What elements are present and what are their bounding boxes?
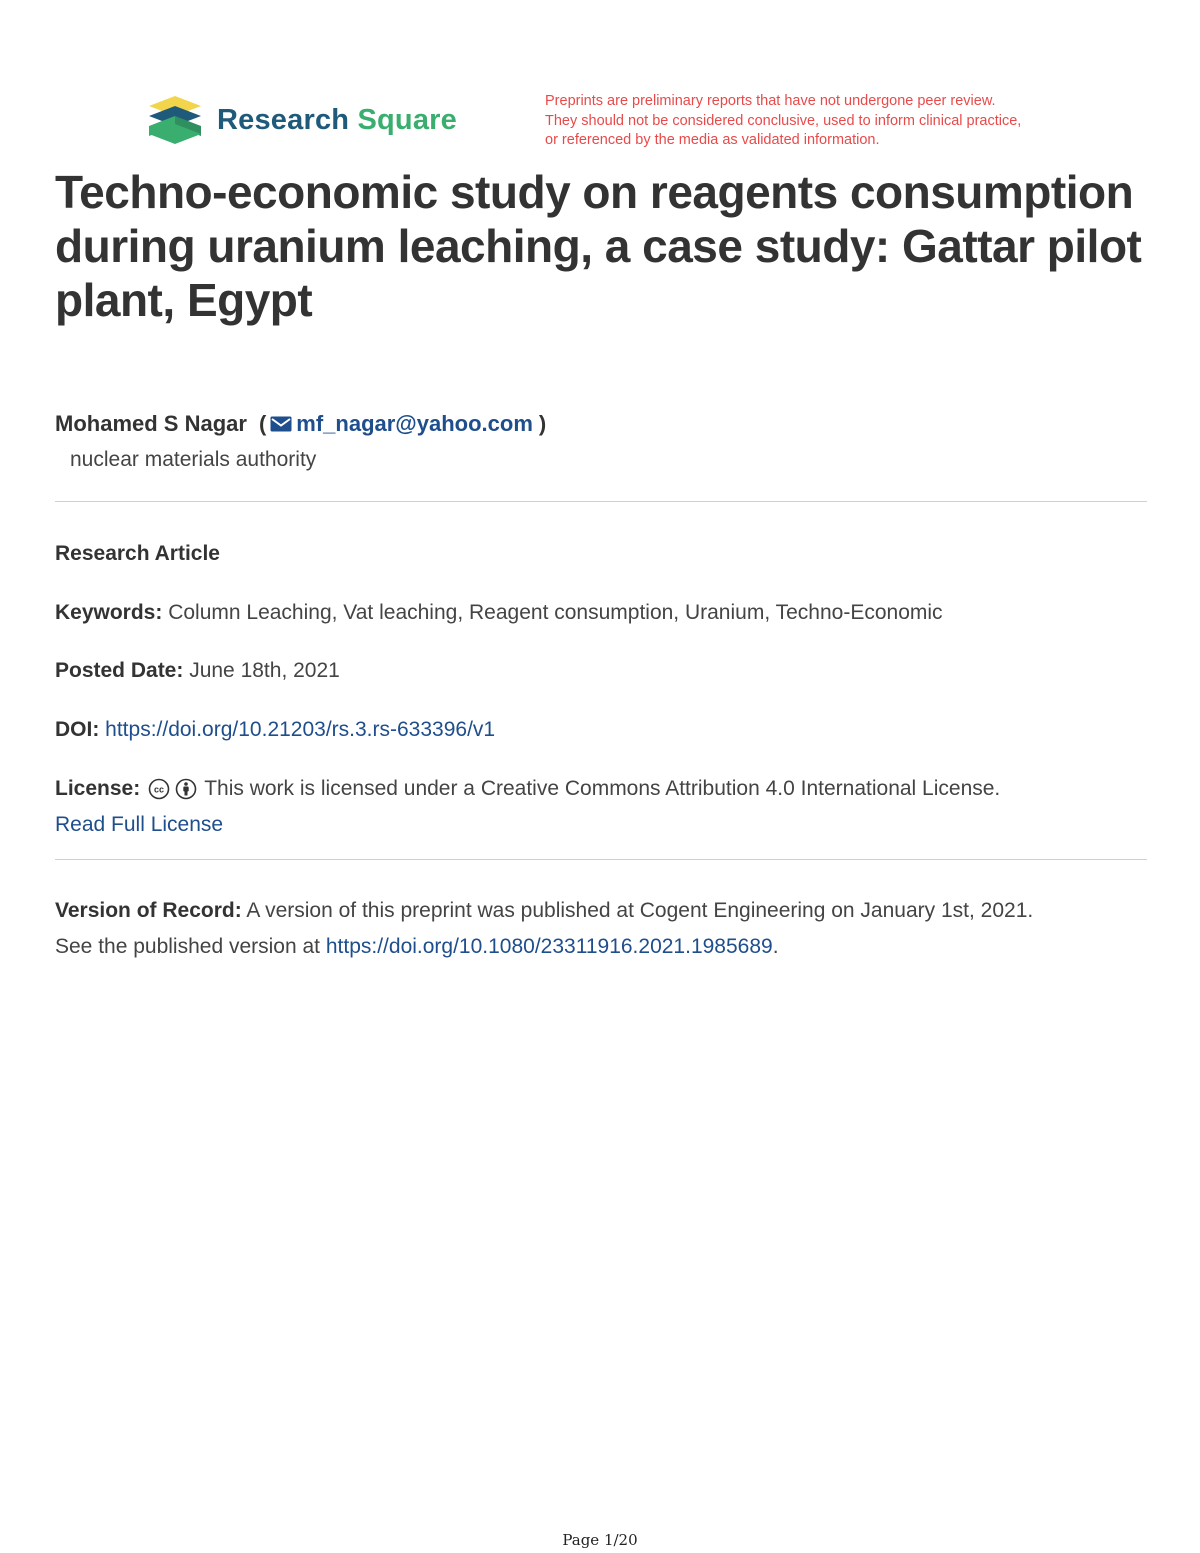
keywords-row	[55, 601, 943, 625]
keywords-label: Keywords:	[55, 601, 163, 624]
disclaimer-line: Preprints are preliminary reports that have not undergone peer review.	[545, 93, 996, 109]
by-attribution-icon	[175, 778, 197, 800]
read-full-license-link[interactable]: Read Full License	[55, 813, 224, 836]
posted-date-value: June 18th, 2021	[189, 659, 340, 682]
doi-link[interactable]: https://doi.org/10.21203/rs.3.rs-633396/v1	[105, 718, 496, 741]
license-label: License:	[55, 777, 141, 800]
preprint-disclaimer	[545, 92, 1085, 151]
disclaimer-line: They should not be considered conclusive, used to inform clinical practice,	[545, 112, 1022, 129]
research-square-logo[interactable]	[145, 96, 457, 144]
version-of-record-row	[55, 899, 1033, 923]
author-line	[55, 411, 546, 437]
author-email-link[interactable]: mf_nagar@yahoo.com	[296, 411, 533, 436]
author-affiliation: nuclear materials authority	[70, 448, 317, 471]
doi-row	[55, 718, 495, 742]
divider	[55, 501, 1147, 502]
read-full-license-row	[55, 813, 223, 837]
paper-title: Techno-economic study on reagents consumption during uranium leaching, a case study: Gattar pilot plant, Egypt	[55, 166, 1142, 326]
logo-word-research: Research	[217, 103, 350, 136]
version-of-record-text: A version of this preprint was published at Cogent Engineering on January 1st, 2021.	[246, 899, 1034, 922]
envelope-icon[interactable]	[270, 416, 292, 432]
divider	[55, 859, 1147, 860]
version-of-record-label: Version of Record:	[55, 899, 242, 922]
research-square-logo-icon	[145, 96, 205, 144]
logo-word-square: Square	[357, 103, 457, 136]
author-name: Mohamed S Nagar	[55, 411, 247, 436]
sentence-period: .	[772, 935, 779, 958]
license-row	[55, 777, 1000, 801]
cc-icon	[148, 778, 170, 800]
posted-date-label: Posted Date:	[55, 659, 184, 682]
article-type: Research Article	[55, 542, 220, 565]
version-of-record-link-row	[55, 935, 779, 959]
license-text: This work is licensed under a Creative Commons Attribution 4.0 International License.	[204, 777, 1001, 800]
svg-text:cc: cc	[154, 784, 165, 795]
published-version-prefix: See the published version at	[55, 935, 321, 958]
page-header	[145, 92, 1065, 152]
published-version-link[interactable]: https://doi.org/10.1080/23311916.2021.1985689	[325, 935, 773, 958]
doi-label: DOI:	[55, 718, 100, 741]
close-paren: )	[538, 411, 547, 436]
disclaimer-line: or referenced by the media as validated information.	[545, 132, 880, 148]
page-number: Page 1/20	[562, 1531, 638, 1549]
open-paren: (	[258, 411, 267, 436]
keywords-value: Column Leaching, Vat leaching, Reagent consumption, Uranium, Techno-Economic	[168, 601, 943, 624]
logo-wordmark	[217, 104, 457, 137]
posted-date-row	[55, 659, 340, 683]
